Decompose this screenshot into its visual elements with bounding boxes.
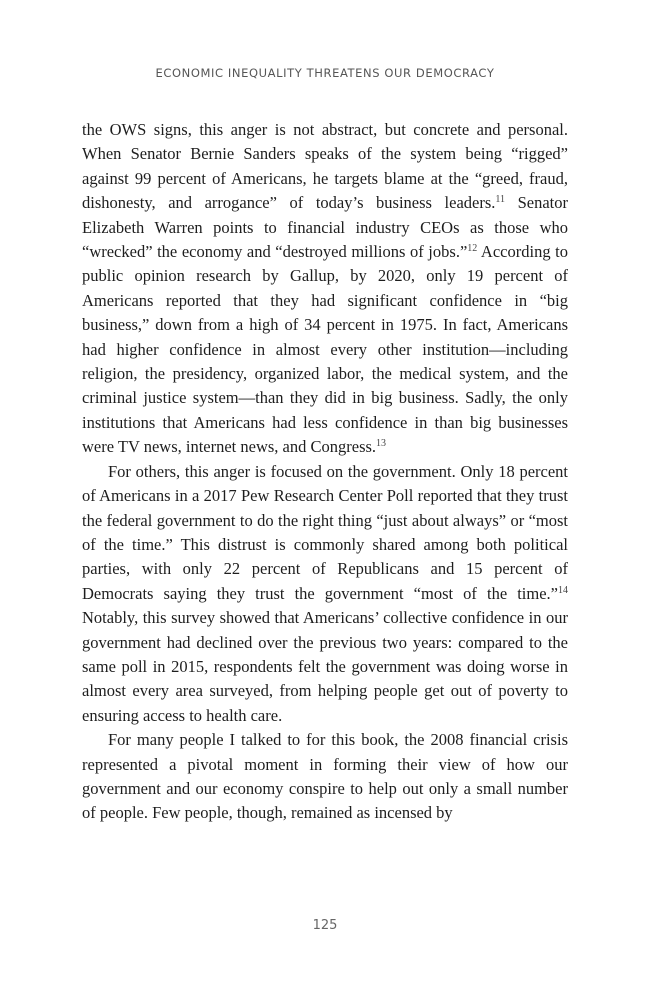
paragraph <box>82 728 568 826</box>
page-number: 125 <box>312 918 338 933</box>
paragraph-text: For many people I talked to for this book, the 2008 financial crisis represented a pivotal moment in forming their view of how our government and our economy conspire to help out only a small number of people. Few people, though, remained as incensed by <box>82 730 568 823</box>
footnote-ref: 13 <box>376 438 387 450</box>
paragraph-text: For others, this anger is focused on the government. Only 18 percent of Americans in a 2017 Pew Research Center Poll reported that they trust the federal government to do the right thing “just about always” or “most of the time.” This distrust is commonly shared among both political parties, with only 22 percent of Republicans and 15 percent of Democrats saying they trust the government “most of the time.” <box>82 461 568 603</box>
paragraph-text: Senator Elizabeth Warren points to financial industry CEOs as those who “wrecked” the economy and “destroyed millions of jobs.” <box>82 193 568 262</box>
paragraph-text: According to public opinion research by Gallup, by 2020, only 19 percent of Americans reported that they had significant confidence in “big business,” down from a high of 34 percent in 1975. In fact, Americans had higher confidence in almost every other institution—including religion, the presidency, organized labor, the medical system, and the criminal justice system—than they did in big business. Sadly, the only institutions that Americans had less confidence in than big businesses were TV news, internet news, and Congress. <box>82 242 568 457</box>
running-head: ECONOMIC INEQUALITY THREATENS OUR DEMOCRACY <box>155 66 495 80</box>
footnote-ref: 12 <box>467 243 478 255</box>
footnote-ref: 11 <box>495 194 506 206</box>
paragraph-text: the OWS signs, this anger is not abstract, but concrete and personal. When Senator Bernie Sanders speaks of the system being “rigged” against 99 percent of Americans, he targets blame at the “greed, fraud, dishonesty, and arrogance” of today’s business leaders. <box>82 120 568 213</box>
footnote-ref: 14 <box>558 584 568 596</box>
body-text <box>82 118 568 826</box>
paragraph <box>82 118 568 460</box>
paragraph-text: Notably, this survey showed that Americans’ collective confidence in our government had declined over the previous two years: compared to the same poll in 2015, respondents felt the government was doing worse in almost every area surveyed, from helping people get out of poverty to ensuring access to health care. <box>82 608 568 725</box>
paragraph <box>82 460 568 728</box>
